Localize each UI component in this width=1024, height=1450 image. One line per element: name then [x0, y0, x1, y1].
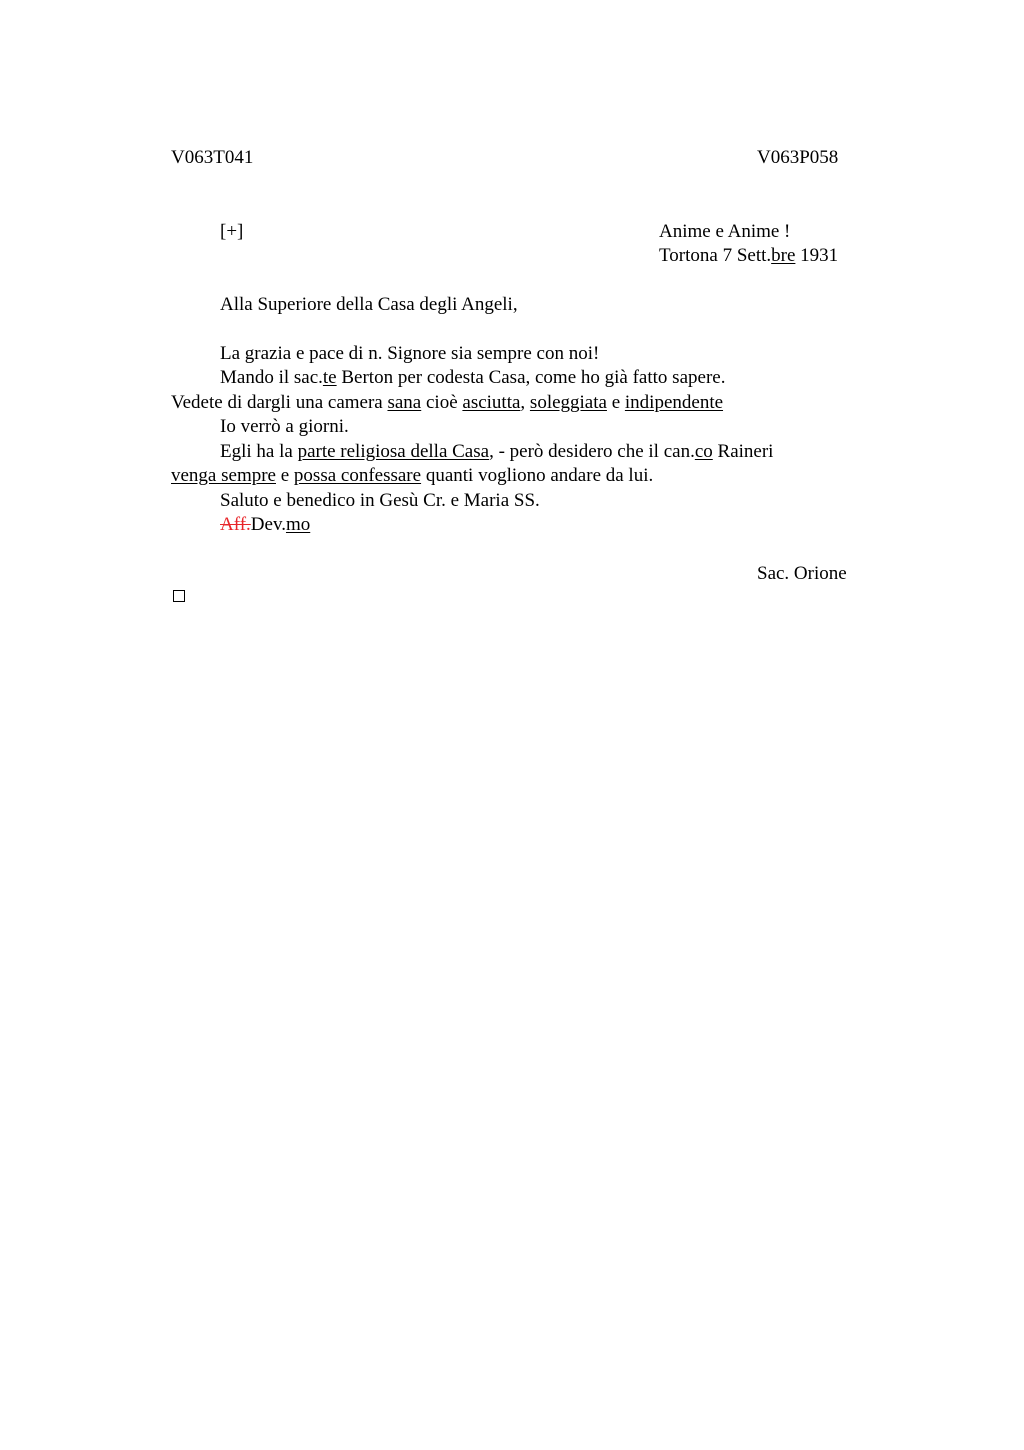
motto: Anime e Anime ! — [659, 221, 791, 242]
body-line-2-abbrev: te — [322, 367, 337, 388]
body-line-5-text-a: Egli ha la — [220, 441, 298, 462]
body-line-3 — [171, 391, 723, 415]
body-line-4: Io verrò a giorni. — [220, 416, 349, 437]
body-line-6-text-a: e — [275, 465, 294, 486]
cross-mark: [+] — [220, 221, 244, 242]
underlined-phrase-possa-confessare: possa confessare — [293, 465, 422, 486]
checkbox-square-icon — [173, 590, 185, 602]
body-line-2-text-a: Mando il sac. — [220, 367, 323, 388]
struck-out-word: Aff. — [220, 514, 251, 535]
closing-line — [220, 513, 310, 537]
underlined-word-soleggiata: soleggiata — [529, 392, 607, 413]
body-line-6-text-b: quanti vogliono andare da lui. — [421, 465, 654, 486]
place-date-year: 1931 — [795, 245, 839, 266]
body-line-3-text-a: Vedete di dargli una camera — [171, 392, 388, 413]
underlined-phrase-parte-religiosa: parte religiosa della Casa — [297, 441, 490, 462]
body-line-6 — [171, 464, 653, 488]
body-line-3-text-c: , — [520, 392, 530, 413]
place-date-text: Tortona 7 Sett. — [659, 245, 772, 266]
salutation: Alla Superiore della Casa degli Angeli, — [220, 294, 518, 315]
signature: Sac. Orione — [757, 563, 847, 584]
closing-abbrev: mo — [285, 514, 311, 535]
place-date-abbrev: bre — [771, 245, 796, 266]
place-date — [659, 244, 838, 268]
underlined-word-sana: sana — [387, 392, 422, 413]
underlined-word-asciutta: asciutta — [462, 392, 521, 413]
body-line-3-text-d: e — [606, 392, 625, 413]
body-line-5 — [220, 440, 773, 464]
body-line-3-text-b: cioè — [421, 392, 463, 413]
archive-code-left: V063T041 — [171, 147, 254, 168]
body-line-5-abbrev: co — [694, 441, 713, 462]
closing-text: Dev. — [250, 514, 286, 535]
body-line-7: Saluto e benedico in Gesù Cr. e Maria SS. — [220, 490, 540, 511]
body-line-2 — [220, 366, 725, 390]
body-line-1: La grazia e pace di n. Signore sia sempre con noi! — [220, 343, 600, 364]
body-line-5-text-b: , - però desidero che il can. — [489, 441, 695, 462]
body-line-2-text-b: Berton per codesta Casa, come ho già fatto sapere. — [336, 367, 726, 388]
archive-code-right: V063P058 — [757, 147, 839, 168]
body-line-5-text-c: Raineri — [712, 441, 774, 462]
underlined-word-indipendente: indipendente — [624, 392, 724, 413]
underlined-phrase-venga-sempre: venga sempre — [171, 465, 276, 486]
